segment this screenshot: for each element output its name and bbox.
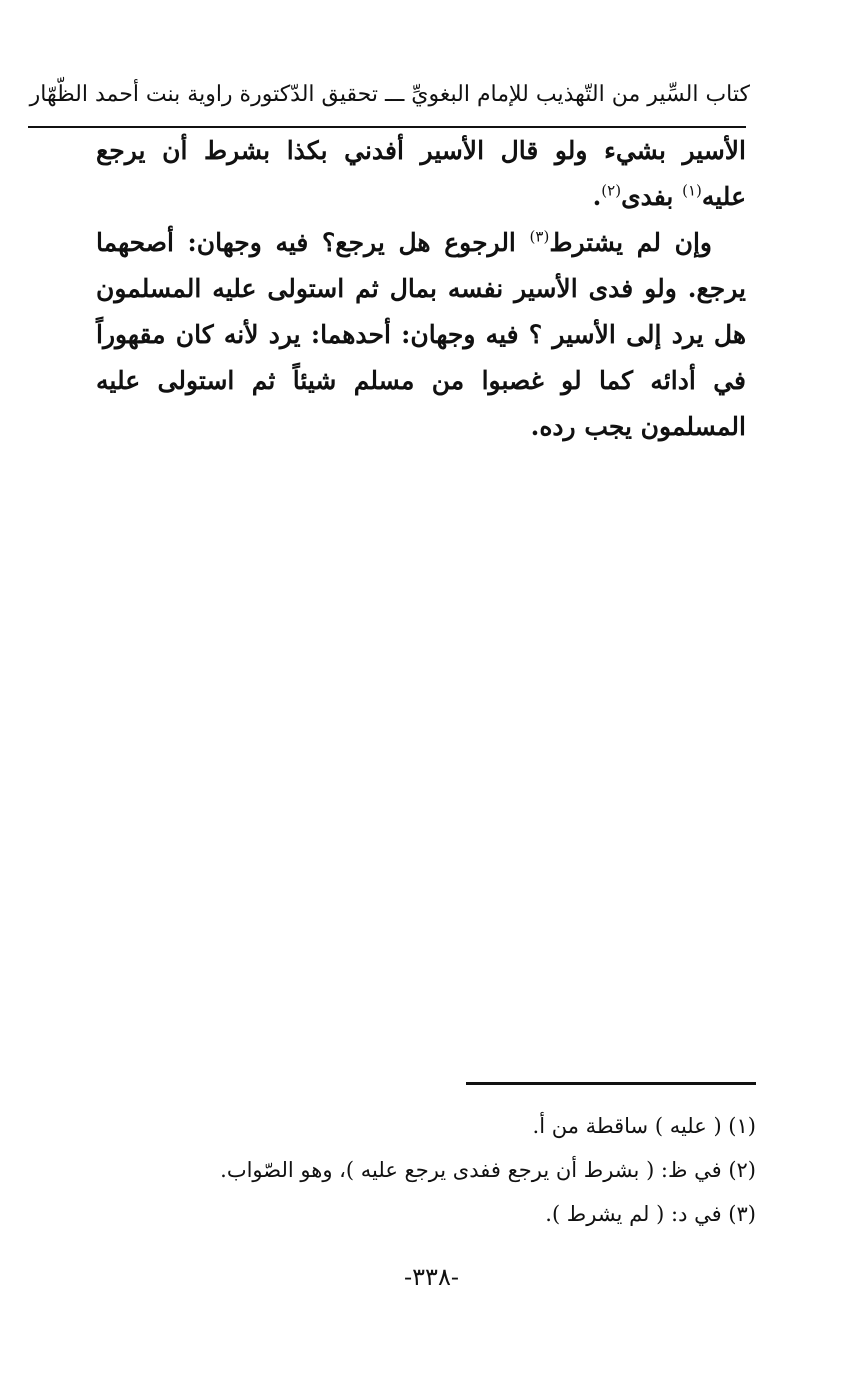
paragraph-1-text-a: الأسير بشيء ولو قال الأسير أفدني بكذا بشرط أن يرجع عليه bbox=[96, 136, 746, 211]
footnote-ref-2: (٢) bbox=[601, 181, 622, 200]
paragraph-1-text-c: . bbox=[592, 182, 602, 211]
footnotes bbox=[160, 1104, 756, 1236]
footnote-ref-1: (١) bbox=[682, 181, 702, 200]
paragraph-1-text-b: بفدى bbox=[621, 182, 683, 211]
paragraph-1 bbox=[96, 128, 746, 220]
footnote-2: (٢) في ظ: ( بشرط أن يرجع ففدى يرجع عليه )، وهو الصّواب. bbox=[220, 1158, 756, 1182]
footnote-rule bbox=[466, 1082, 756, 1085]
footnote-1: (١) ( عليه ) ساقطة من أ. bbox=[532, 1114, 756, 1138]
running-head: كتاب السِّير من التّهذيب للإمام البغويِّ ـــ تحقيق الدّكتورة راوية بنت أحمد الظّهّار bbox=[29, 82, 750, 107]
paragraph-2 bbox=[96, 220, 746, 450]
page-number: -٣٣٨- bbox=[404, 1263, 459, 1291]
footnote-3: (٣) في د: ( لم يشرط ). bbox=[545, 1202, 756, 1226]
paragraph-2-text-a: وإن لم يشترط bbox=[549, 228, 712, 257]
main-text bbox=[96, 128, 746, 450]
paragraph-2-text-b: الرجوع هل يرجع؟ فيه وجهان: أصحهما يرجع. ولو فدى الأسير نفسه بمال ثم استولى عليه المسلمون هل يرد إلى الأسير ؟ فيه وجهان: أحدهما: يرد لأنه كان مقهوراً في أدائه كما لو غصبوا من مسلم شيئاً ثم استولى عليه المسلمون يجب رده. bbox=[96, 228, 746, 441]
footnote-ref-3: (٣) bbox=[529, 227, 550, 246]
